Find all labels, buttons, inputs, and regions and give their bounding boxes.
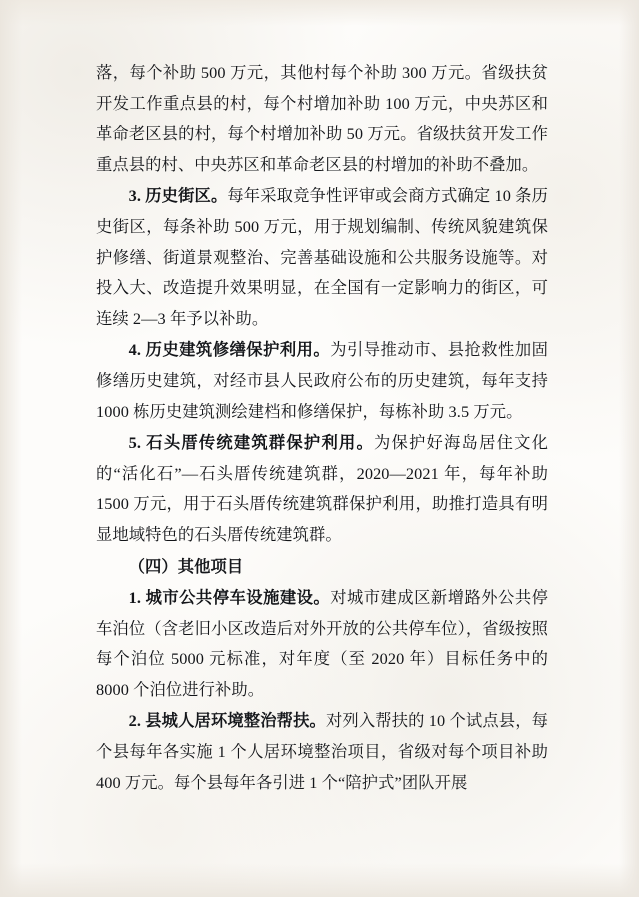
scan-edge-bottom	[0, 863, 639, 897]
paragraph	[96, 335, 548, 427]
paragraph-text-run: 落，每个补助 500 万元，其他村每个补助 300 万元。省级扶贫开发工作重点县的村，每个村增加补助 100 万元，中央苏区和革命老区县的村，每个村增加补助 50 万元。省级扶贫开发工作重点县的村、中央苏区和革命老区县的村增加的补助不叠加。	[96, 63, 548, 174]
paragraph-text-run: 为引导推动市、县抢救性加固修缮历史建筑，对经市县人民政府公布的历史建筑，每年支持 1000 栋历史建筑测绘建档和修缮保护，每栋补助 3.5 万元。	[96, 340, 548, 421]
paragraph-text-run: 对列入帮扶的 10 个试点县，每个县每年各实施 1 个人居环境整治项目，省级对每个项目补助 400 万元。每个县每年各引进 1 个“陪护式”团队开展	[96, 711, 549, 792]
paragraph-heading-run: 2. 县城人居环境整治帮扶。	[128, 711, 326, 731]
paragraph-heading-run: 4. 历史建筑修缮保护利用。	[128, 340, 331, 360]
scan-edge-right	[619, 0, 639, 897]
paragraph-heading-run: 5. 石头厝传统建筑群保护利用。	[128, 433, 374, 453]
paragraph	[96, 583, 548, 705]
paragraph	[96, 552, 548, 583]
document-body	[96, 58, 548, 799]
paragraph-heading-run: 3. 历史街区。	[128, 186, 228, 206]
paragraph	[96, 706, 548, 798]
paragraph	[96, 58, 548, 180]
paragraph	[96, 181, 548, 334]
paragraph-text-run: 对城市建成区新增路外公共停车泊位（含老旧小区改造后对外开放的公共停车位），省级按照每个泊位 5000 元标准，对年度（至 2020 年）目标任务中的 8000 个泊位进行补助。	[96, 588, 548, 699]
scan-edge-top	[0, 0, 639, 26]
paragraph-heading-run: 1. 城市公共停车设施建设。	[128, 588, 331, 608]
scan-edge-left	[0, 0, 22, 897]
paragraph	[96, 428, 548, 550]
paragraph-heading-run: （四）其他项目	[128, 556, 244, 576]
paragraph-text-run: 为保护好海岛居住文化的“活化石”—石头厝传统建筑群，2020—2021 年，每年补助 1500 万元，用于石头厝传统建筑群保护利用，助推打造具有明显地域特色的石头厝传统建筑群。	[96, 433, 548, 544]
paragraph-text-run: 每年采取竞争性评审或会商方式确定 10 条历史街区，每条补助 500 万元，用于规划编制、传统风貌建筑保护修缮、街道景观整治、完善基础设施和公共服务设施等。对投入大、改造提升效果明显，在全国有一定影响力的街区，可连续 2—3 年予以补助。	[96, 186, 548, 328]
